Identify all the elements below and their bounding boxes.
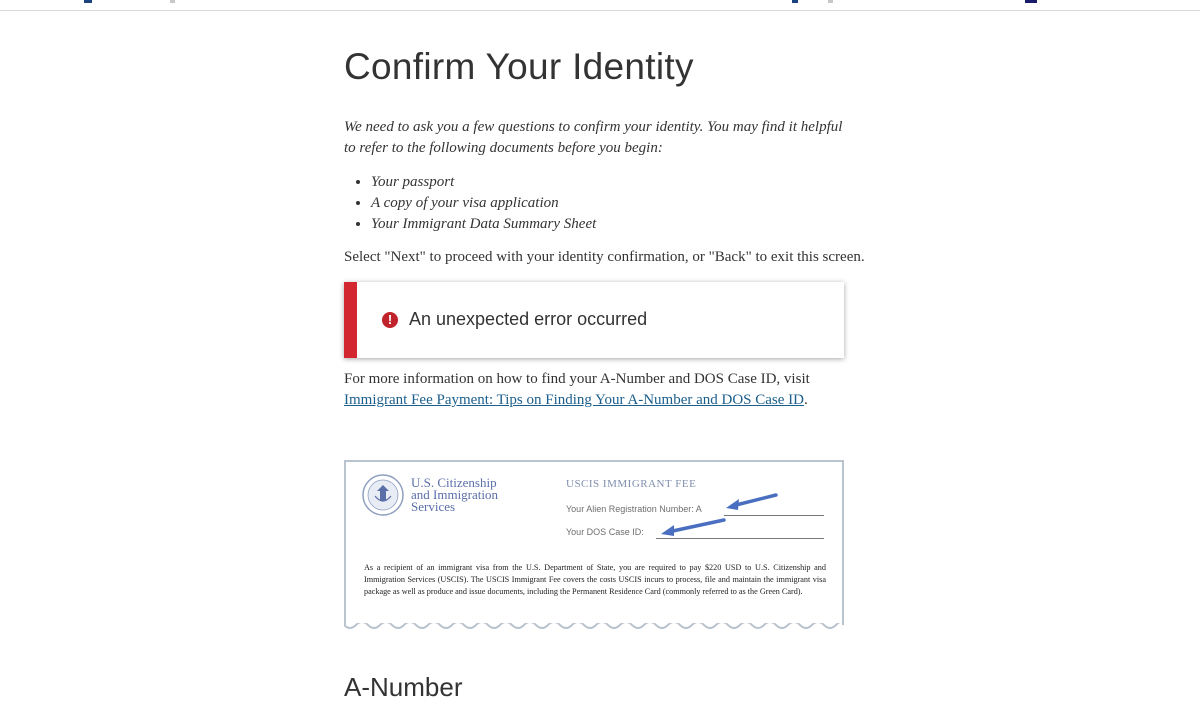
agency-line: U.S. Citizenship — [411, 475, 497, 490]
nav-link-icon[interactable] — [828, 0, 833, 3]
info-text-suffix: . — [804, 392, 808, 408]
document-item-data-summary: • Your Immigrant Data Summary Sheet — [371, 214, 841, 235]
nav-item-icon[interactable] — [170, 0, 175, 3]
uscis-fee-notice-image — [344, 460, 844, 625]
document-item-visa-application: • A copy of your visa application — [371, 193, 841, 214]
menu-icon[interactable] — [1025, 0, 1037, 3]
documents-list — [344, 172, 841, 235]
fee-title: USCIS IMMIGRANT FEE — [566, 478, 697, 490]
exclamation-circle-icon: ! — [382, 312, 398, 328]
document-item-passport: • Your passport — [371, 172, 841, 193]
page-title: Confirm Your Identity — [344, 46, 694, 87]
error-alert — [344, 282, 844, 358]
alert-accent-bar — [344, 282, 357, 358]
instruction-text: Select "Next" to proceed with your identity confirmation, or "Back" to exit this screen. — [344, 249, 865, 265]
arrow-icon — [661, 520, 724, 536]
info-text — [344, 369, 844, 411]
notice-body-text: As a recipient of an immigrant visa from the U.S. Department of State, you are required to pay $220 USD to U.S. Citizenship and Immigration Services (USCIS). The USCIS Immigrant Fee covers the costs USCIS incurs to process, file and maintain the immigrant visa package as well as produce and issue documents, including the Permanent Residence Card (commonly referred to as the Green Card). — [364, 563, 826, 596]
nav-logo-icon[interactable] — [84, 0, 92, 3]
intro-text: We need to ask you a few questions to confirm your identity. You may find it helpful to refer to the following documents before you begin: — [344, 119, 843, 156]
alert-message: An unexpected error occurred — [409, 309, 648, 329]
a-number-heading: A-Number — [344, 672, 463, 702]
torn-edge — [344, 623, 844, 633]
dos-case-id-label: Your DOS Case ID: — [566, 527, 644, 537]
top-navigation-bar — [0, 0, 1200, 11]
agency-line: Services — [411, 499, 456, 514]
alien-registration-label: Your Alien Registration Number: A — [566, 504, 702, 514]
info-text-lead: For more information on how to find your A-Number and DOS Case ID, visit — [344, 371, 810, 387]
nav-link-icon[interactable] — [792, 0, 798, 3]
fee-tips-link[interactable]: Immigrant Fee Payment: Tips on Finding Your A-Number and DOS Case ID — [344, 392, 805, 408]
agency-line: and Immigration — [411, 487, 499, 502]
arrow-icon — [726, 495, 776, 510]
pointer-arrows — [346, 462, 846, 552]
